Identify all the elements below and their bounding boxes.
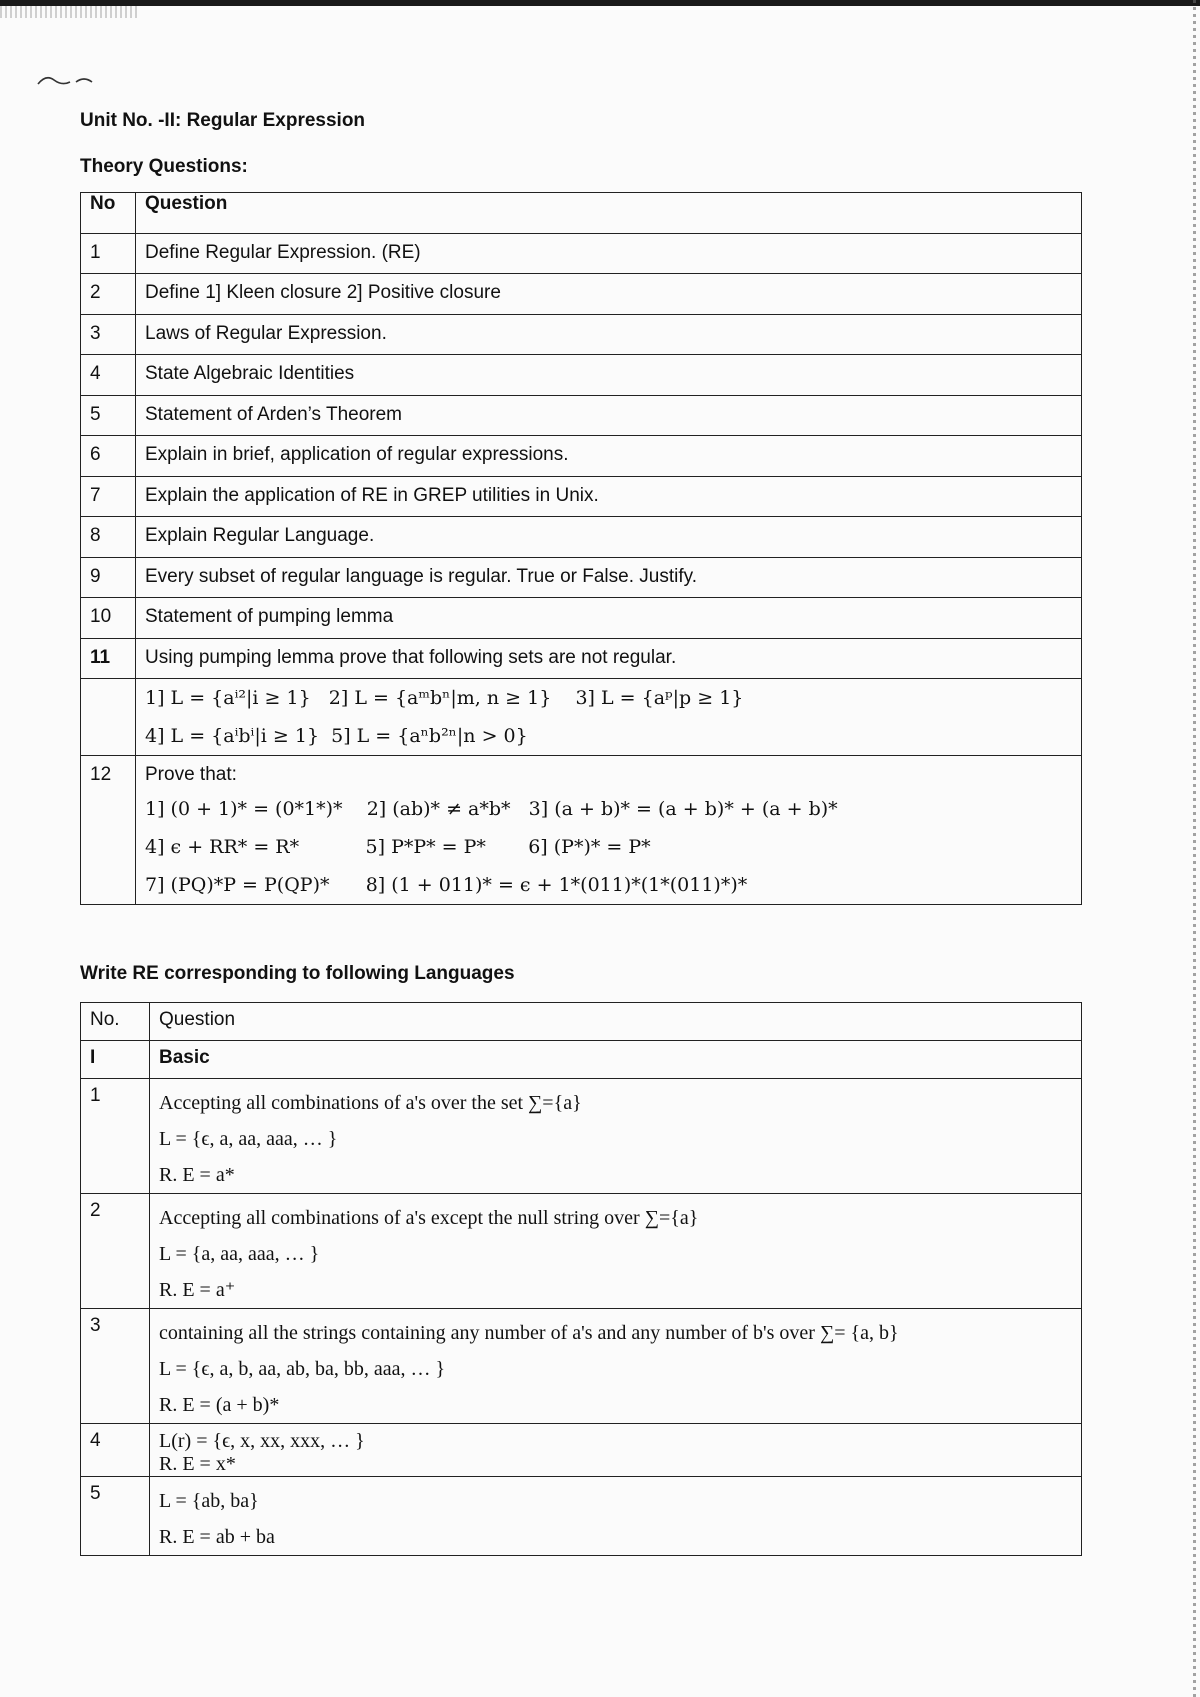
re-line: L = {ab, ba} [159,1490,259,1512]
row-question: Explain in brief, application of regular expressions. [136,436,1082,477]
table-header-row [81,193,1082,234]
re-heading: Write RE corresponding to following Languages [80,963,515,984]
section-no: I [81,1041,150,1079]
row-no: 4 [81,1424,150,1477]
re-line: L = {ϵ, a, b, aa, ab, ba, bb, aaa, … } [159,1358,446,1380]
math-line: 4] L = {aⁱbⁱ|i ≥ 1} 5] L = {aⁿb²ⁿ|n > 0} [145,725,528,747]
re-line: containing all the strings containing any number of a's and any number of b's over ∑= {a, b} [159,1322,899,1344]
table-row [81,598,1082,639]
unit-title: Unit No. -II: Regular Expression [80,110,366,131]
row-question [150,1079,1082,1194]
table-row [81,756,1082,905]
row-no: 5 [81,395,136,436]
table-row [81,1309,1082,1424]
row-no: 9 [81,557,136,598]
row-question: Statement of Arden’s Theorem [136,395,1082,436]
re-line: R. E = (a + b)* [159,1394,280,1416]
row-no: 8 [81,517,136,558]
row-no: 2 [81,1194,150,1309]
table-row [81,436,1082,477]
table-row [81,557,1082,598]
row-question: Explain Regular Language. [136,517,1082,558]
math-line: 1] L = {aⁱ²|i ≥ 1} 2] L = {aᵐbⁿ|m, n ≥ 1} 3] L = {aᵖ|p ≥ 1} [145,687,744,709]
re-line: L = {ϵ, a, aa, aaa, … } [159,1128,338,1150]
re-line: R. E = a⁺ [159,1279,236,1301]
row-question: Define Regular Expression. (RE) [136,233,1082,274]
row-no: 11 [81,638,136,679]
row-no: 3 [81,314,136,355]
row-question: Explain the application of RE in GREP utilities in Unix. [136,476,1082,517]
row-math [136,679,1082,756]
row-question: State Algebraic Identities [136,355,1082,396]
re-languages-table [80,1002,1082,1556]
math-line: 7] (PQ)*P = P(QP)* 8] (1 + 011)* = ϵ + 1*(011)*(1*(011)*)* [145,874,748,896]
row-no: 6 [81,436,136,477]
re-line: Accepting all combinations of a's except the null string over ∑={a} [159,1207,699,1229]
table-row [81,1424,1082,1477]
header-question: Question [150,1003,1082,1041]
table-row [81,274,1082,315]
row-question: Statement of pumping lemma [136,598,1082,639]
re-line: L = {a, aa, aaa, … } [159,1243,320,1265]
row-question: Every subset of regular language is regular. True or False. Justify. [136,557,1082,598]
table-row [81,638,1082,679]
section-row [81,1041,1082,1079]
table-row [81,1194,1082,1309]
theory-questions-table [80,192,1082,905]
row-question: Laws of Regular Expression. [136,314,1082,355]
math-line: 1] (0 + 1)* = (0*1*)* 2] (ab)* ≠ a*b* 3] (a + b)* = (a + b)* + (a + b)* [145,798,838,820]
row-question: Define 1] Kleen closure 2] Positive closure [136,274,1082,315]
row-no: 5 [81,1477,150,1556]
prove-intro: Prove that: [145,764,237,785]
theory-heading: Theory Questions: [80,156,248,177]
row-question [150,1477,1082,1556]
scan-border-top [0,0,1200,6]
table-row [81,1477,1082,1556]
row-no [81,679,136,756]
table-row [81,517,1082,558]
re-line: R. E = ab + ba [159,1526,275,1548]
scan-border-right [1193,0,1196,1697]
row-no: 7 [81,476,136,517]
row-no: 3 [81,1309,150,1424]
row-question [150,1309,1082,1424]
row-no: 12 [81,756,136,905]
re-line: R. E = a* [159,1164,235,1186]
table-row [81,314,1082,355]
table-row [81,476,1082,517]
table-row [81,679,1082,756]
re-line: R. E = x* [159,1453,236,1475]
row-no: 10 [81,598,136,639]
row-question [150,1424,1082,1477]
table-row [81,395,1082,436]
table-row [81,355,1082,396]
row-no: 4 [81,355,136,396]
re-line: L(r) = {ϵ, x, xx, xxx, … } [159,1430,365,1452]
section-label: Basic [150,1041,1082,1079]
header-no: No [81,193,136,234]
table-header-row [81,1003,1082,1041]
table-row [81,233,1082,274]
row-no: 1 [81,233,136,274]
table-row [81,1079,1082,1194]
row-question [136,756,1082,905]
scan-noise [0,6,140,18]
row-no: 2 [81,274,136,315]
row-question [150,1194,1082,1309]
pen-mark [36,70,116,92]
row-no: 1 [81,1079,150,1194]
math-line: 4] ϵ + RR* = R* 5] P*P* = P* 6] (P*)* = P* [145,836,651,858]
header-question: Question [136,193,1082,234]
re-line: Accepting all combinations of a's over the set ∑={a} [159,1092,582,1114]
header-no: No. [81,1003,150,1041]
row-question: Using pumping lemma prove that following sets are not regular. [136,638,1082,679]
